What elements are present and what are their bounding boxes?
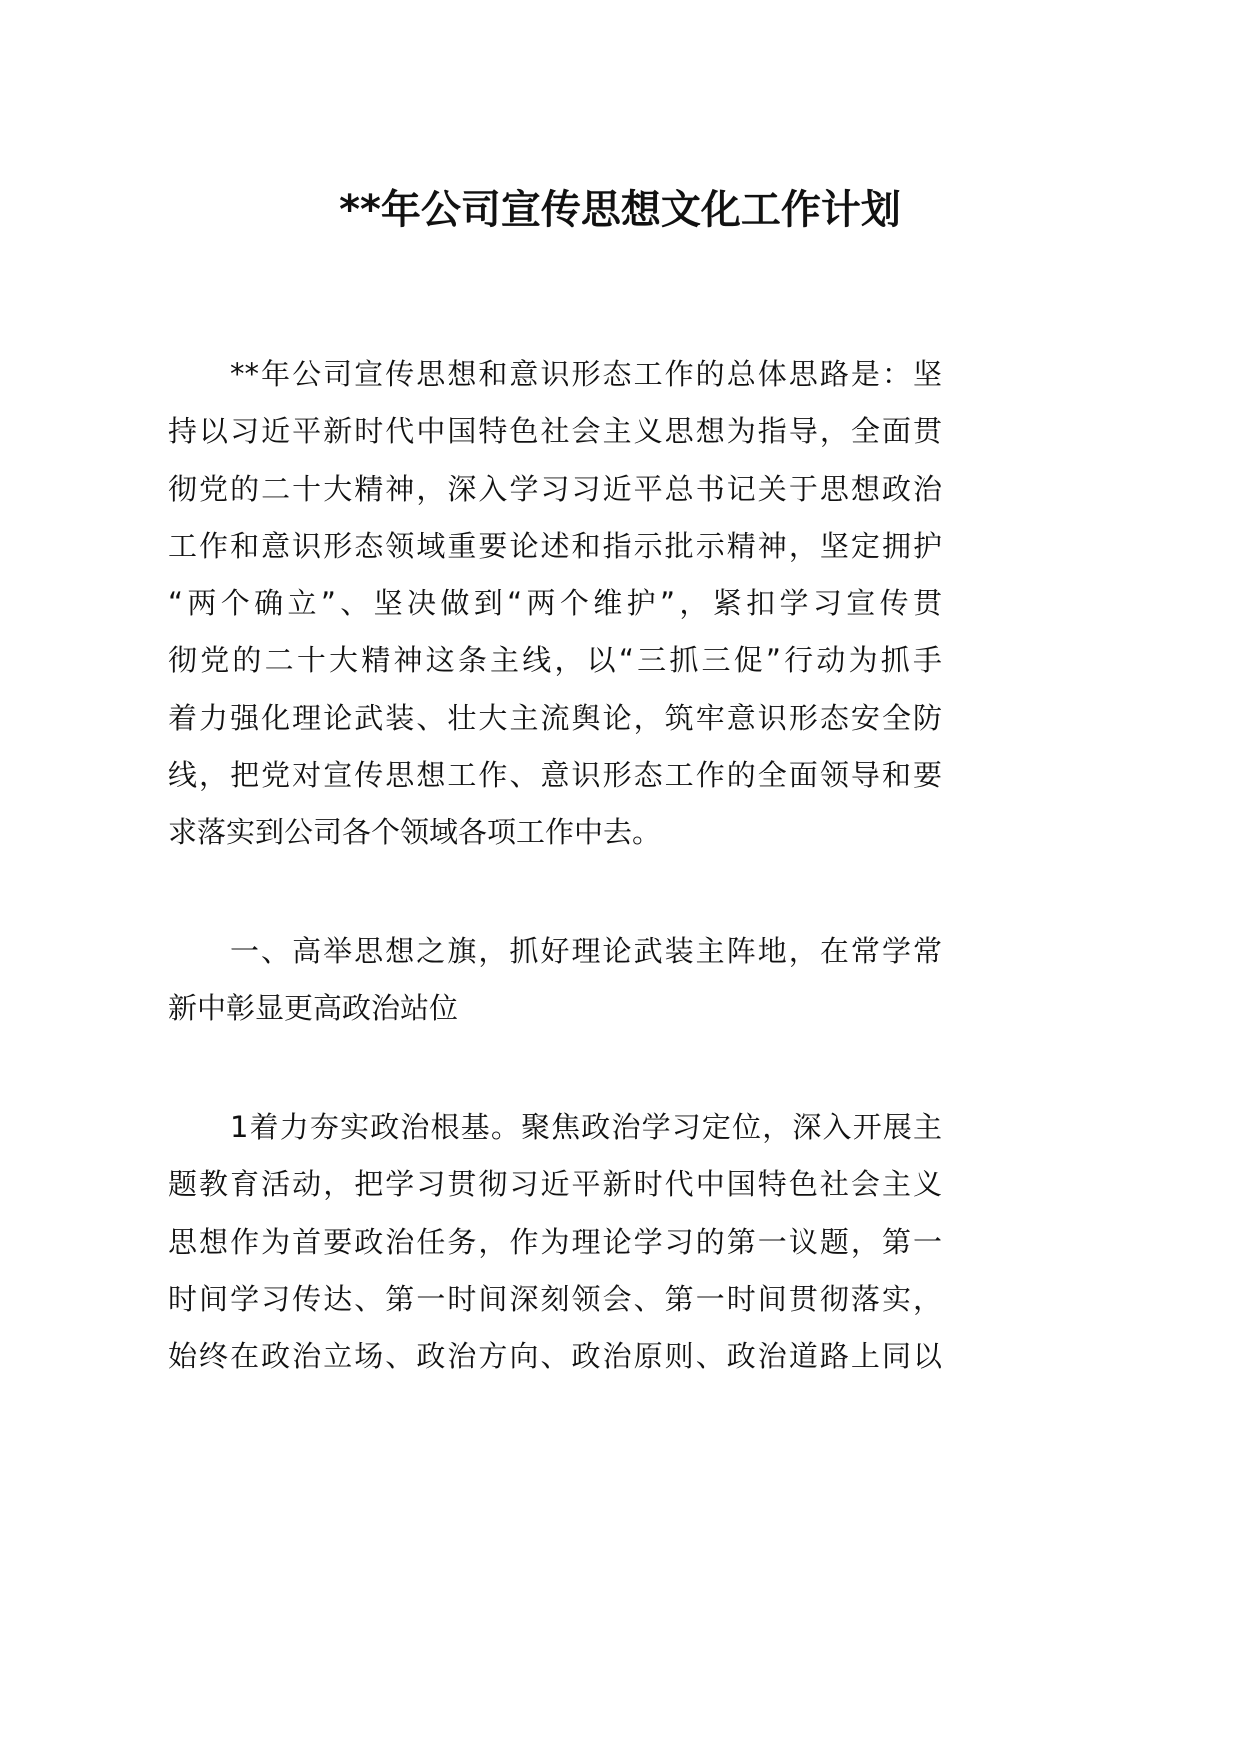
heading-line: 新中彰显更高政治站位 (168, 991, 459, 1026)
paragraph-line: 彻党的二十大精神这条主线，以“三抓三促”行动为抓手 (168, 643, 942, 678)
paragraph-line: 时间学习传达、第一时间深刻领会、第一时间贯彻落实， (168, 1281, 942, 1316)
section-heading-1 (168, 923, 942, 1038)
paragraph-line: 工作和意识形态领域重要论述和指示批示精神，坚定拥护 (168, 528, 942, 563)
document-title: **年公司宣传思想文化工作计划 (339, 187, 901, 233)
paragraph-line: 彻党的二十大精神，深入学习习近平总书记关于思想政治 (168, 471, 942, 506)
intro-paragraph (168, 346, 942, 862)
paragraph-line: “两个确立”、坚决做到“两个维护”，紧扣学习宣传贯 (168, 586, 942, 621)
paragraph-line: 线，把党对宣传思想工作、意识形态工作的全面领导和要 (168, 758, 942, 793)
paragraph-line: 1着力夯实政治根基。聚焦政治学习定位，深入开展主 (230, 1110, 942, 1144)
paragraph-line: **年公司宣传思想和意识形态工作的总体思路是：坚 (230, 357, 942, 391)
paragraph-line: 持以习近平新时代中国特色社会主义思想为指导，全面贯 (168, 414, 942, 449)
paragraph-line: 求落实到公司各个领域各项工作中去。 (168, 815, 662, 850)
paragraph-line: 始终在政治立场、政治方向、政治原则、政治道路上同以 (168, 1339, 942, 1374)
paragraph-line: 思想作为首要政治任务，作为理论学习的第一议题，第一 (168, 1224, 942, 1259)
item-1-paragraph (168, 1099, 942, 1385)
paragraph-line: 着力强化理论武装、壮大主流舆论，筑牢意识形态安全防 (168, 700, 942, 735)
heading-line: 一、高举思想之旗，抓好理论武装主阵地，在常学常 (230, 934, 942, 968)
paragraph-line: 题教育活动，把学习贯彻习近平新时代中国特色社会主义 (168, 1167, 942, 1202)
